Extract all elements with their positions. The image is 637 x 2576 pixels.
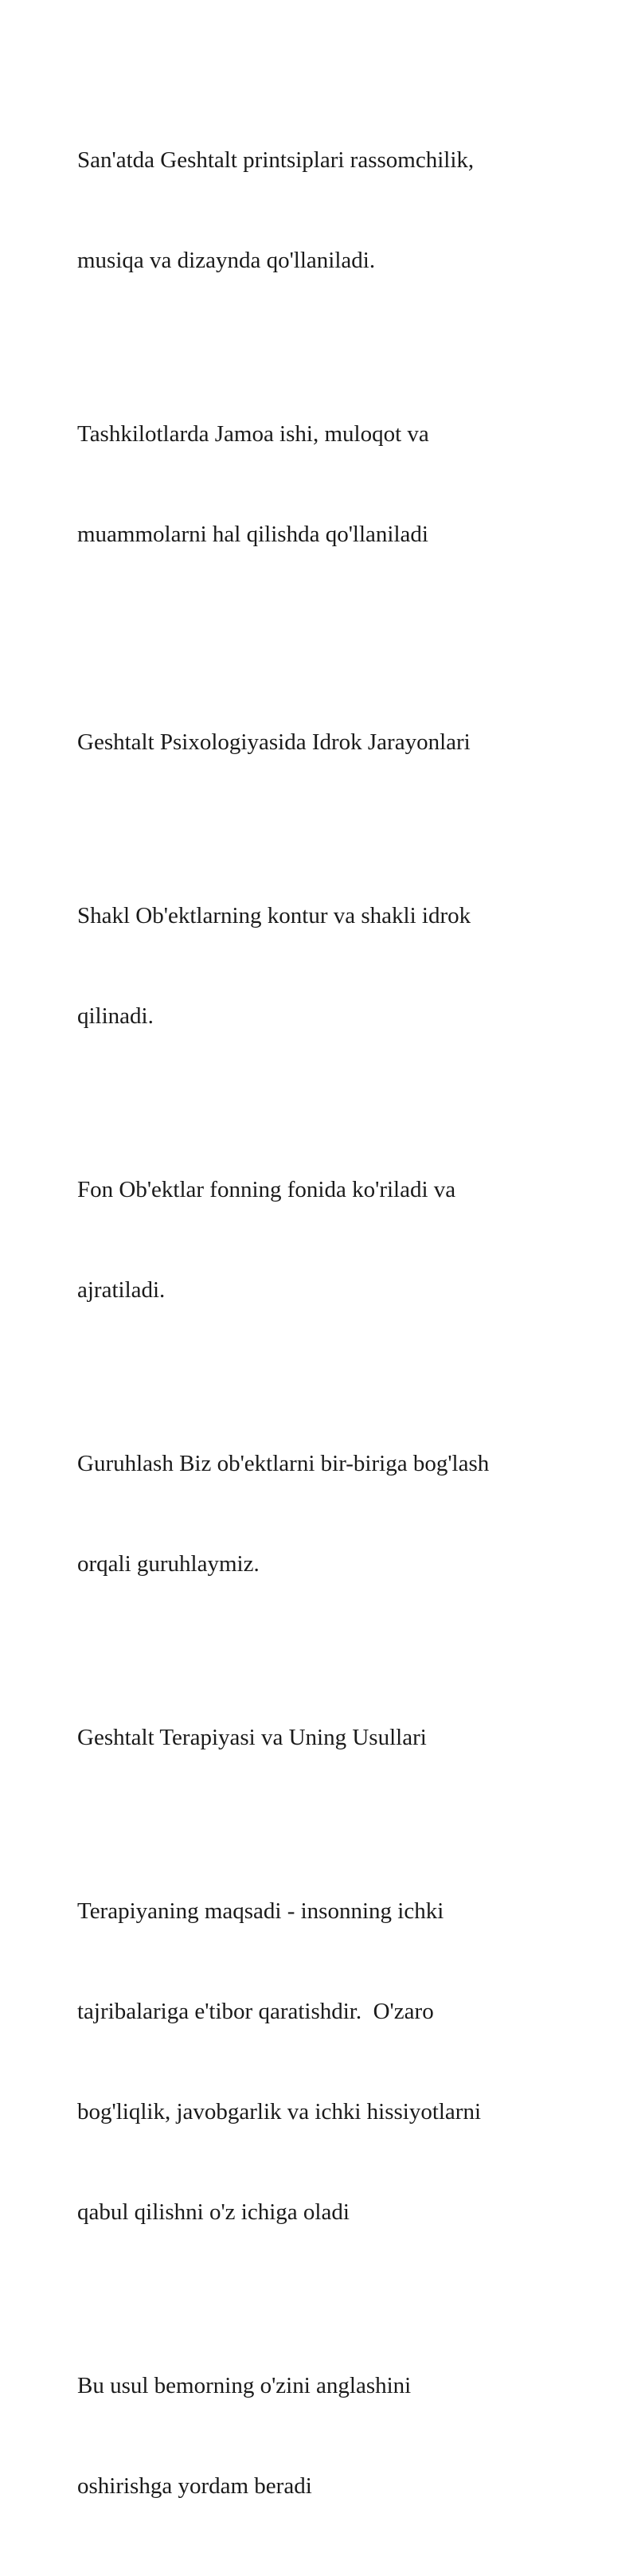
text-line: oshirishga yordam beradi [77,2473,312,2499]
paragraph-art-application [77,76,587,344]
text-line: Terapiyaning maqsadi - insonning ichki [77,1898,444,1924]
text-line: Shakl Ob'ektlarning kontur va shakli idrok [77,903,471,928]
heading-perception-processes [77,659,587,826]
heading-therapy-methods [77,1654,587,1821]
text-line: Fon Ob'ektlar fonning fonida ko'riladi va [77,1177,456,1202]
text-line: musiqa va dizaynda qo'llaniladi. [77,248,376,273]
text-line: qabul qilishni o'z ichiga oladi [77,2199,350,2225]
text-line: orqali guruhlaymiz. [77,1551,260,1577]
text-line: Geshtalt Psixologiyasida Idrok Jarayonlari [77,729,471,755]
text-line: San'atda Geshtalt printsiplari rassomchilik, [77,147,475,173]
text-line: Guruhlash Biz ob'ektlarni bir-biriga bog'lash [77,1451,490,1476]
paragraph-grouping [77,1380,587,1648]
text-line: tajribalariga e'tibor qaratishdir. O'zaro [77,1999,434,2024]
text-line: Tashkilotlarda Jamoa ishi, muloqot va [77,421,429,447]
document-page [77,76,587,2576]
text-line: Bu usul bemorning o'zini anglashini [77,2373,412,2398]
paragraph-shape [77,832,587,1100]
paragraph-background [77,1106,587,1374]
text-line: Geshtalt Terapiyasi va Uning Usullari [77,1725,427,1750]
text-line: muammolarni hal qilishda qo'llaniladi [77,522,428,547]
text-line: qilinadi. [77,1003,154,1029]
text-line: ajratiladi. [77,1277,166,1303]
paragraph-organizations-application [77,350,587,618]
paragraph-therapy-goal [77,1827,587,2296]
paragraph-method-benefit [77,2302,587,2570]
text-line: bog'liqlik, javobgarlik va ichki hissiyotlarni [77,2099,482,2125]
